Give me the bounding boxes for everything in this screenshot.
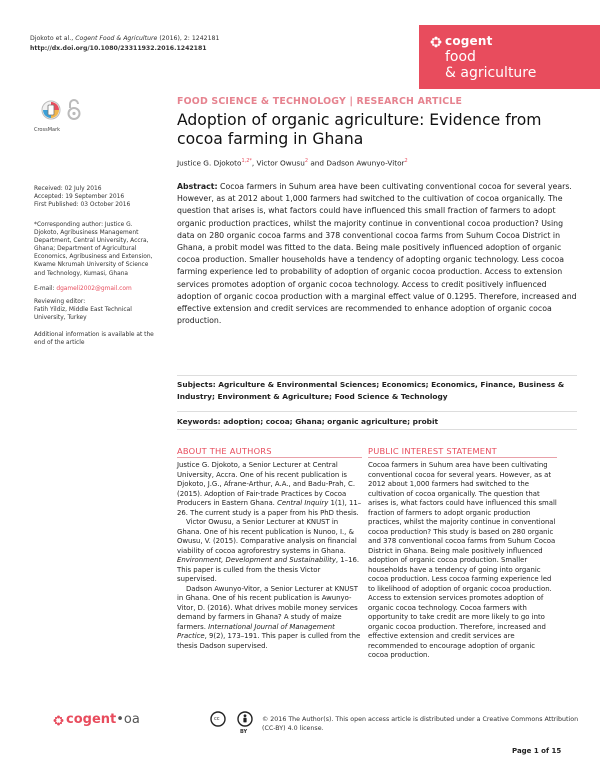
crossmark-label: CrossMark: [34, 127, 61, 133]
divider: [177, 375, 577, 376]
author-separator: ,: [251, 158, 257, 168]
abstract-label: Abstract:: [177, 182, 218, 191]
footer-brand-oa: •oa: [116, 712, 140, 727]
author-name: Victor Owusu: [256, 158, 305, 168]
corresponding-author: *Corresponding author: Justice G. Djokoto, Agribusiness Management Department, Central University, Accra, Ghana; Department of Agricultural Economics, Agribusiness and Extension, Kwame Nkrumah University of Science and Technology, Kumasi, Ghana: [34, 222, 153, 277]
footer-brand-suffix: oa: [123, 712, 140, 727]
accepted-date: Accepted: 19 September 2016: [34, 194, 125, 201]
article-section-label: FOOD SCIENCE & TECHNOLOGY | RESEARCH ARTICLE: [177, 96, 463, 107]
author-name: Justice G. Djokoto: [177, 158, 242, 168]
author-affiliation[interactable]: 2: [404, 158, 408, 164]
about-p1-journal: Central Inquiry: [277, 499, 329, 507]
received-date: Received: 02 July 2016: [34, 186, 102, 192]
about-authors-heading: ABOUT THE AUTHORS: [177, 446, 272, 456]
reviewing-label: Reviewing editor:: [34, 299, 86, 305]
about-p1: Justice G. Djokoto, a Senior Lecturer at Central University, Accra. One of his recent publication is Djokoto, J.G., Afrane-Arthur, A.A., and Badu-Prah, C. (2015). Adoption of Fair-trade Practices by Cocoa Producers in Eastern Ghana.: [177, 461, 356, 507]
crossmark-icon[interactable]: [41, 100, 61, 126]
divider: [177, 411, 577, 412]
published-date: First Published: 03 October 2016: [34, 202, 131, 209]
citation-header: [30, 34, 219, 54]
about-p3-journal: International Journal of Management Practice: [177, 622, 335, 640]
keywords-text: adoption; cocoa; Ghana; organic agriculture; probit: [220, 417, 439, 426]
author-affiliation[interactable]: 1,2*: [241, 158, 252, 164]
cogent-flower-icon: [430, 36, 442, 48]
article-dates: [34, 185, 154, 209]
about-p3-rest: , 9(2), 173–191. This paper is culled from the thesis Dadson supervised.: [177, 632, 361, 650]
about-paragraph: [177, 585, 362, 652]
public-interest-text: Cocoa farmers in Suhum area have been cultivating conventional cocoa for several years. However, as at 2012 about 1,000 farmers had switched to the cultivation of cocoa organically. The question that arises is, what factors could have influenced this small fraction of farmers to adopt organic production practices, whilst the majority continue in conventional cocoa production? This study is based on 280 organic and 378 conventional cocoa farms from Suhum Cocoa District in Ghana. Being male positively influenced adoption of organic cocoa production. Smaller households have a tendency of going into organic cocoa production. Less cocoa farming experience led to likelihood of adoption of organic cocoa production. Access to extension services promotes adoption of organic cocoa technology. Cocoa farmers with opportunity to take credit are more likely to go into organic cocoa production. Therefore, increased and effective extension and credit services are recommended to encourage adoption of organic cocoa production.: [368, 461, 557, 659]
about-p1-rest: 1(1), 11–26. The current study is a paper from his PhD thesis.: [177, 499, 362, 517]
open-access-lock-icon: [67, 99, 81, 121]
author-name: Dadson Awunyo-Vitor: [326, 158, 405, 168]
author-separator: and: [308, 158, 327, 168]
email-label: E-mail:: [34, 286, 57, 292]
citation-authors: Djokoto et al.,: [30, 35, 76, 42]
citation-journal: Cogent Food & Agriculture: [75, 35, 158, 42]
abstract: [177, 181, 577, 327]
subjects-text: Agriculture & Environmental Sciences; Economics; Economics, Finance, Business & Industry; Environment & Agriculture; Food Science & Technology: [177, 380, 565, 401]
footer-brand: cogent: [66, 712, 117, 727]
keywords: [177, 416, 577, 428]
author-affiliation[interactable]: 2: [304, 158, 309, 164]
public-interest-heading: PUBLIC INTEREST STATEMENT: [368, 446, 497, 456]
divider: [177, 429, 577, 430]
subjects: [177, 379, 577, 402]
logo-agriculture: & agriculture: [445, 65, 537, 81]
about-authors-text: [177, 461, 362, 651]
author-email: [34, 285, 154, 293]
cogent-oa-logo: [66, 712, 140, 727]
about-p2-rest: , 1–16. This paper is culled from the thesis Victor supervised.: [177, 556, 360, 583]
about-paragraph: [177, 518, 362, 585]
about-paragraph: [177, 461, 362, 518]
subjects-label: Subjects:: [177, 380, 216, 389]
reviewer-name: Fatih Yildiz, Middle East Technical University, Turkey: [34, 307, 132, 322]
abstract-text: Cocoa farmers in Suhum area have been cultivating conventional cocoa for several years. However, as at 2012 about 1,000 farmers had switched to the cultivation of cocoa organically. The question that arises is, what factors could have influenced this small fraction of farmers to adopt organic production practices, whilst the majority continue in conventional cocoa production? Using data on 280 organic cocoa farms and 378 conventional cocoa farms from Suhum Cocoa District in Ghana, a probit model was fitted to the data. Being male positively influenced adoption of organic cocoa production. Smaller households have a tendency of adopting organic technology. Less cocoa farming experience led to probability of adoption of organic cocoa production. Access to extension services promotes adoption of organic cocoa technology. Access to credit positively influenced adoption of organic cocoa production with a marginal effect value of 0.1295. Therefore, increased and effective extension and credit services are recommended to enhance adoption of organic cocoa production.: [177, 182, 577, 326]
additional-info: Additional information is available at the end of the article: [34, 332, 154, 347]
page-number: Page 1 of 15: [512, 747, 562, 755]
reviewing-editor: [34, 298, 154, 322]
journal-logo: [419, 25, 600, 89]
about-p3: Dadson Awunyo-Vitor, a Senior Lecturer at KNUST in Ghana. One of his recent publication is Awunyo-Vitor, D. (2016). What drives mobile money services demand by farmers in Ghana? A study of maize farmers.: [177, 584, 358, 631]
cc-label: cc: [214, 716, 220, 722]
logo-food: food: [445, 49, 476, 65]
doi-link[interactable]: http://dx.doi.org/10.1080/23311932.2016.1242181: [30, 45, 207, 52]
about-p2: Victor Owusu, a Senior Lecturer at KNUST in Ghana. One of his recent publication is Nunoo, I., & Owusu, V. (2015). Comparative analysis on financial viability of cocoa agroforestry systems in Ghana.: [177, 518, 357, 555]
cogent-flower-icon: [53, 715, 64, 726]
article-title: Adoption of organic agriculture: Evidence from cocoa farming in Ghana: [177, 111, 542, 148]
citation-volume: (2016), 2: 1242181: [157, 35, 220, 42]
attribution-icon: [237, 711, 253, 727]
about-authors-rule: [177, 457, 362, 458]
about-p2-journal: Environment, Development and Sustainability: [177, 556, 336, 564]
logo-cogent: cogent: [445, 34, 493, 48]
keywords-label: Keywords:: [177, 417, 221, 426]
email-link[interactable]: dgameli2002@gmail.com: [56, 286, 132, 292]
by-label: BY: [240, 729, 248, 735]
author-list: [177, 158, 408, 167]
public-interest-rule: [368, 457, 557, 458]
license-statement: © 2016 The Author(s). This open access article is distributed under a Creative Commons Attribution (CC-BY) 4.0 license.: [262, 716, 579, 732]
